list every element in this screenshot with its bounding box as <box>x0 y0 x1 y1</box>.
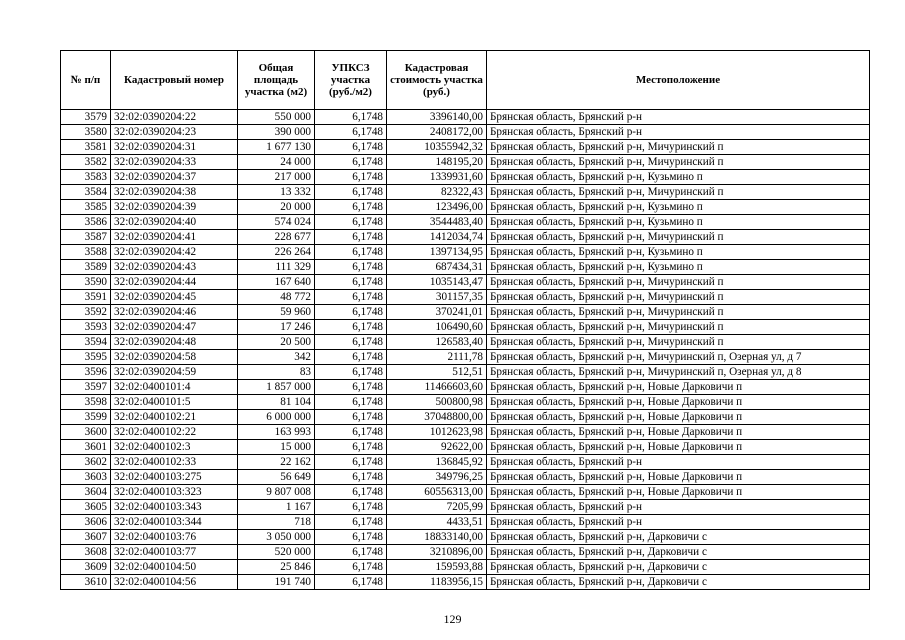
cell-area: 9 807 008 <box>238 485 315 500</box>
cell-area: 24 000 <box>238 155 315 170</box>
cell-location: Брянская область, Брянский р-н, Дарковичи с <box>487 560 870 575</box>
cell-cadastral-number: 32:02:0390204:45 <box>111 290 238 305</box>
cell-cadastral-number: 32:02:0400101:4 <box>111 380 238 395</box>
cell-row-number: 3599 <box>61 410 111 425</box>
table-row <box>61 395 870 410</box>
cell-cadastral-value: 82322,43 <box>387 185 487 200</box>
cell-area: 342 <box>238 350 315 365</box>
cell-cadastral-number: 32:02:0400103:76 <box>111 530 238 545</box>
cell-upksz: 6,1748 <box>315 170 387 185</box>
cell-upksz: 6,1748 <box>315 365 387 380</box>
cell-row-number: 3600 <box>61 425 111 440</box>
cell-cadastral-value: 126583,40 <box>387 335 487 350</box>
cell-cadastral-number: 32:02:0390204:33 <box>111 155 238 170</box>
cell-cadastral-value: 7205,99 <box>387 500 487 515</box>
cell-cadastral-value: 1397134,95 <box>387 245 487 260</box>
cell-upksz: 6,1748 <box>315 215 387 230</box>
cell-area: 22 162 <box>238 455 315 470</box>
cell-area: 520 000 <box>238 545 315 560</box>
cell-cadastral-value: 148195,20 <box>387 155 487 170</box>
table-row <box>61 245 870 260</box>
cell-cadastral-number: 32:02:0390204:46 <box>111 305 238 320</box>
cell-upksz: 6,1748 <box>315 455 387 470</box>
cell-area: 167 640 <box>238 275 315 290</box>
cell-cadastral-value: 106490,60 <box>387 320 487 335</box>
cell-location: Брянская область, Брянский р-н, Новые Дарковичи п <box>487 440 870 455</box>
cell-row-number: 3604 <box>61 485 111 500</box>
cell-row-number: 3589 <box>61 260 111 275</box>
cell-area: 574 024 <box>238 215 315 230</box>
cell-row-number: 3582 <box>61 155 111 170</box>
cell-cadastral-value: 11466603,60 <box>387 380 487 395</box>
table-row <box>61 170 870 185</box>
cell-upksz: 6,1748 <box>315 440 387 455</box>
cell-row-number: 3580 <box>61 125 111 140</box>
cell-cadastral-value: 1412034,74 <box>387 230 487 245</box>
cell-location: Брянская область, Брянский р-н, Новые Дарковичи п <box>487 470 870 485</box>
cell-location: Брянская область, Брянский р-н <box>487 500 870 515</box>
cell-row-number: 3609 <box>61 560 111 575</box>
cell-cadastral-number: 32:02:0390204:37 <box>111 170 238 185</box>
table-row <box>61 515 870 530</box>
cell-cadastral-value: 370241,01 <box>387 305 487 320</box>
table-row <box>61 110 870 125</box>
cell-area: 48 772 <box>238 290 315 305</box>
cell-cadastral-number: 32:02:0400103:323 <box>111 485 238 500</box>
cell-cadastral-value: 3544483,40 <box>387 215 487 230</box>
cell-cadastral-number: 32:02:0400102:21 <box>111 410 238 425</box>
cell-cadastral-number: 32:02:0400103:275 <box>111 470 238 485</box>
cell-area: 191 740 <box>238 575 315 590</box>
table-row <box>61 140 870 155</box>
cell-area: 163 993 <box>238 425 315 440</box>
cell-cadastral-number: 32:02:0390204:42 <box>111 245 238 260</box>
cell-row-number: 3610 <box>61 575 111 590</box>
table-body <box>61 110 870 590</box>
cell-cadastral-number: 32:02:0390204:41 <box>111 230 238 245</box>
cell-cadastral-value: 512,51 <box>387 365 487 380</box>
cell-location: Брянская область, Брянский р-н, Мичуринский п, Озерная ул, д 7 <box>487 350 870 365</box>
cell-location: Брянская область, Брянский р-н, Новые Дарковичи п <box>487 380 870 395</box>
cell-row-number: 3607 <box>61 530 111 545</box>
cell-location: Брянская область, Брянский р-н, Мичуринский п <box>487 335 870 350</box>
cell-upksz: 6,1748 <box>315 110 387 125</box>
table-row <box>61 425 870 440</box>
cell-cadastral-number: 32:02:0390204:47 <box>111 320 238 335</box>
cell-location: Брянская область, Брянский р-н, Кузьмино п <box>487 170 870 185</box>
cell-cadastral-value: 18833140,00 <box>387 530 487 545</box>
cell-location: Брянская область, Брянский р-н, Кузьмино п <box>487 215 870 230</box>
cell-upksz: 6,1748 <box>315 185 387 200</box>
cell-area: 550 000 <box>238 110 315 125</box>
cell-cadastral-value: 3396140,00 <box>387 110 487 125</box>
table-row <box>61 275 870 290</box>
cell-cadastral-value: 37048800,00 <box>387 410 487 425</box>
cell-cadastral-number: 32:02:0390204:44 <box>111 275 238 290</box>
cell-upksz: 6,1748 <box>315 335 387 350</box>
cell-upksz: 6,1748 <box>315 380 387 395</box>
table-row <box>61 215 870 230</box>
cell-cadastral-value: 92622,00 <box>387 440 487 455</box>
cell-row-number: 3587 <box>61 230 111 245</box>
cell-upksz: 6,1748 <box>315 395 387 410</box>
table-row <box>61 440 870 455</box>
cell-row-number: 3588 <box>61 245 111 260</box>
table-header-row <box>61 51 870 110</box>
table-row <box>61 470 870 485</box>
cell-location: Брянская область, Брянский р-н, Мичуринский п <box>487 155 870 170</box>
cell-cadastral-number: 32:02:0390204:38 <box>111 185 238 200</box>
table-row <box>61 485 870 500</box>
cell-location: Брянская область, Брянский р-н, Мичуринский п <box>487 185 870 200</box>
cell-row-number: 3603 <box>61 470 111 485</box>
cell-upksz: 6,1748 <box>315 350 387 365</box>
cell-cadastral-value: 60556313,00 <box>387 485 487 500</box>
cell-area: 83 <box>238 365 315 380</box>
cell-row-number: 3606 <box>61 515 111 530</box>
cell-area: 17 246 <box>238 320 315 335</box>
cell-row-number: 3585 <box>61 200 111 215</box>
cell-location: Брянская область, Брянский р-н, Кузьмино п <box>487 200 870 215</box>
cell-cadastral-number: 32:02:0400102:3 <box>111 440 238 455</box>
cell-row-number: 3598 <box>61 395 111 410</box>
table-row <box>61 200 870 215</box>
cell-cadastral-value: 136845,92 <box>387 455 487 470</box>
table-row <box>61 335 870 350</box>
cell-cadastral-value: 500800,98 <box>387 395 487 410</box>
table-row <box>61 290 870 305</box>
cell-area: 390 000 <box>238 125 315 140</box>
cell-cadastral-number: 32:02:0390204:23 <box>111 125 238 140</box>
cell-cadastral-value: 301157,35 <box>387 290 487 305</box>
table-row <box>61 500 870 515</box>
table-row <box>61 305 870 320</box>
cell-area: 13 332 <box>238 185 315 200</box>
cell-upksz: 6,1748 <box>315 230 387 245</box>
cell-upksz: 6,1748 <box>315 500 387 515</box>
document-page <box>60 50 870 590</box>
cell-row-number: 3594 <box>61 335 111 350</box>
cell-cadastral-number: 32:02:0400103:77 <box>111 545 238 560</box>
cell-row-number: 3597 <box>61 380 111 395</box>
cell-location: Брянская область, Брянский р-н, Кузьмино п <box>487 245 870 260</box>
cell-upksz: 6,1748 <box>315 575 387 590</box>
cell-row-number: 3584 <box>61 185 111 200</box>
cell-row-number: 3593 <box>61 320 111 335</box>
cell-cadastral-value: 123496,00 <box>387 200 487 215</box>
cell-upksz: 6,1748 <box>315 245 387 260</box>
cell-area: 1 677 130 <box>238 140 315 155</box>
cell-row-number: 3608 <box>61 545 111 560</box>
cell-location: Брянская область, Брянский р-н <box>487 110 870 125</box>
cell-location: Брянская область, Брянский р-н, Дарковичи с <box>487 530 870 545</box>
header-cadastral-number: Кадастровый номер <box>111 51 238 110</box>
cell-upksz: 6,1748 <box>315 260 387 275</box>
cell-location: Брянская область, Брянский р-н <box>487 125 870 140</box>
cell-row-number: 3596 <box>61 365 111 380</box>
cell-location: Брянская область, Брянский р-н, Новые Дарковичи п <box>487 485 870 500</box>
cell-cadastral-number: 32:02:0390204:22 <box>111 110 238 125</box>
cell-upksz: 6,1748 <box>315 485 387 500</box>
cell-row-number: 3586 <box>61 215 111 230</box>
cell-cadastral-number: 32:02:0400102:22 <box>111 425 238 440</box>
cell-cadastral-number: 32:02:0390204:43 <box>111 260 238 275</box>
cell-cadastral-number: 32:02:0400104:56 <box>111 575 238 590</box>
cell-upksz: 6,1748 <box>315 200 387 215</box>
cell-cadastral-value: 1012623,98 <box>387 425 487 440</box>
table-row <box>61 320 870 335</box>
cell-row-number: 3592 <box>61 305 111 320</box>
cell-cadastral-number: 32:02:0400102:33 <box>111 455 238 470</box>
cell-upksz: 6,1748 <box>315 140 387 155</box>
cell-upksz: 6,1748 <box>315 470 387 485</box>
cell-cadastral-value: 1339931,60 <box>387 170 487 185</box>
table-row <box>61 260 870 275</box>
cell-cadastral-number: 32:02:0390204:39 <box>111 200 238 215</box>
cell-cadastral-value: 349796,25 <box>387 470 487 485</box>
cell-row-number: 3579 <box>61 110 111 125</box>
cell-area: 20 000 <box>238 200 315 215</box>
table-row <box>61 185 870 200</box>
cell-location: Брянская область, Брянский р-н, Новые Дарковичи п <box>487 395 870 410</box>
table-row <box>61 155 870 170</box>
cell-cadastral-number: 32:02:0400103:344 <box>111 515 238 530</box>
cell-location: Брянская область, Брянский р-н, Мичуринский п <box>487 140 870 155</box>
cell-area: 226 264 <box>238 245 315 260</box>
cell-location: Брянская область, Брянский р-н, Дарковичи с <box>487 545 870 560</box>
cell-cadastral-number: 32:02:0390204:48 <box>111 335 238 350</box>
header-upksz: УПКСЗ участка (руб./м2) <box>315 51 387 110</box>
header-cadastral-value: Кадастровая стоимость участка (руб.) <box>387 51 487 110</box>
cell-cadastral-number: 32:02:0400104:50 <box>111 560 238 575</box>
table-row <box>61 350 870 365</box>
table-row <box>61 575 870 590</box>
cell-location: Брянская область, Брянский р-н, Дарковичи с <box>487 575 870 590</box>
cell-area: 81 104 <box>238 395 315 410</box>
cadastral-table <box>60 50 870 590</box>
cell-location: Брянская область, Брянский р-н, Мичуринский п <box>487 305 870 320</box>
cell-upksz: 6,1748 <box>315 155 387 170</box>
table-row <box>61 365 870 380</box>
cell-row-number: 3601 <box>61 440 111 455</box>
cell-row-number: 3581 <box>61 140 111 155</box>
page-number: 129 <box>443 612 462 626</box>
cell-cadastral-value: 2408172,00 <box>387 125 487 140</box>
header-location: Местоположение <box>487 51 870 110</box>
table-row <box>61 530 870 545</box>
table-row <box>61 545 870 560</box>
cell-upksz: 6,1748 <box>315 545 387 560</box>
cell-area: 59 960 <box>238 305 315 320</box>
cell-cadastral-number: 32:02:0400101:5 <box>111 395 238 410</box>
cell-cadastral-value: 1183956,15 <box>387 575 487 590</box>
cell-cadastral-value: 3210896,00 <box>387 545 487 560</box>
cell-area: 217 000 <box>238 170 315 185</box>
cell-upksz: 6,1748 <box>315 410 387 425</box>
cell-upksz: 6,1748 <box>315 560 387 575</box>
table-row <box>61 125 870 140</box>
cell-location: Брянская область, Брянский р-н, Мичуринский п <box>487 275 870 290</box>
cell-row-number: 3591 <box>61 290 111 305</box>
cell-upksz: 6,1748 <box>315 305 387 320</box>
cell-area: 3 050 000 <box>238 530 315 545</box>
cell-area: 228 677 <box>238 230 315 245</box>
cell-location: Брянская область, Брянский р-н, Мичуринский п <box>487 290 870 305</box>
cell-cadastral-value: 1035143,47 <box>387 275 487 290</box>
cell-area: 6 000 000 <box>238 410 315 425</box>
cell-row-number: 3583 <box>61 170 111 185</box>
cell-cadastral-number: 32:02:0390204:31 <box>111 140 238 155</box>
header-num: № п/п <box>61 51 111 110</box>
table-row <box>61 455 870 470</box>
cell-location: Брянская область, Брянский р-н, Кузьмино п <box>487 260 870 275</box>
cell-area: 56 649 <box>238 470 315 485</box>
cell-cadastral-number: 32:02:0400103:343 <box>111 500 238 515</box>
cell-location: Брянская область, Брянский р-н, Мичуринский п, Озерная ул, д 8 <box>487 365 870 380</box>
cell-upksz: 6,1748 <box>315 125 387 140</box>
cell-location: Брянская область, Брянский р-н, Новые Дарковичи п <box>487 410 870 425</box>
cell-row-number: 3602 <box>61 455 111 470</box>
cell-cadastral-value: 687434,31 <box>387 260 487 275</box>
cell-area: 718 <box>238 515 315 530</box>
header-area: Общая площадь участка (м2) <box>238 51 315 110</box>
cell-location: Брянская область, Брянский р-н, Мичуринский п <box>487 230 870 245</box>
table-row <box>61 560 870 575</box>
cell-upksz: 6,1748 <box>315 515 387 530</box>
cell-area: 1 857 000 <box>238 380 315 395</box>
cell-row-number: 3605 <box>61 500 111 515</box>
cell-cadastral-value: 159593,88 <box>387 560 487 575</box>
cell-location: Брянская область, Брянский р-н, Новые Дарковичи п <box>487 425 870 440</box>
cell-area: 15 000 <box>238 440 315 455</box>
cell-location: Брянская область, Брянский р-н, Мичуринский п <box>487 320 870 335</box>
cell-location: Брянская область, Брянский р-н <box>487 515 870 530</box>
cell-upksz: 6,1748 <box>315 275 387 290</box>
cell-row-number: 3590 <box>61 275 111 290</box>
cell-area: 1 167 <box>238 500 315 515</box>
cell-cadastral-number: 32:02:0390204:59 <box>111 365 238 380</box>
cell-cadastral-value: 4433,51 <box>387 515 487 530</box>
cell-area: 25 846 <box>238 560 315 575</box>
cell-location: Брянская область, Брянский р-н <box>487 455 870 470</box>
table-row <box>61 380 870 395</box>
table-row <box>61 230 870 245</box>
cell-cadastral-number: 32:02:0390204:40 <box>111 215 238 230</box>
table-row <box>61 410 870 425</box>
cell-upksz: 6,1748 <box>315 425 387 440</box>
cell-cadastral-value: 2111,78 <box>387 350 487 365</box>
cell-area: 111 329 <box>238 260 315 275</box>
cell-upksz: 6,1748 <box>315 530 387 545</box>
cell-row-number: 3595 <box>61 350 111 365</box>
cell-cadastral-value: 10355942,32 <box>387 140 487 155</box>
cell-upksz: 6,1748 <box>315 320 387 335</box>
cell-cadastral-number: 32:02:0390204:58 <box>111 350 238 365</box>
cell-upksz: 6,1748 <box>315 290 387 305</box>
cell-area: 20 500 <box>238 335 315 350</box>
